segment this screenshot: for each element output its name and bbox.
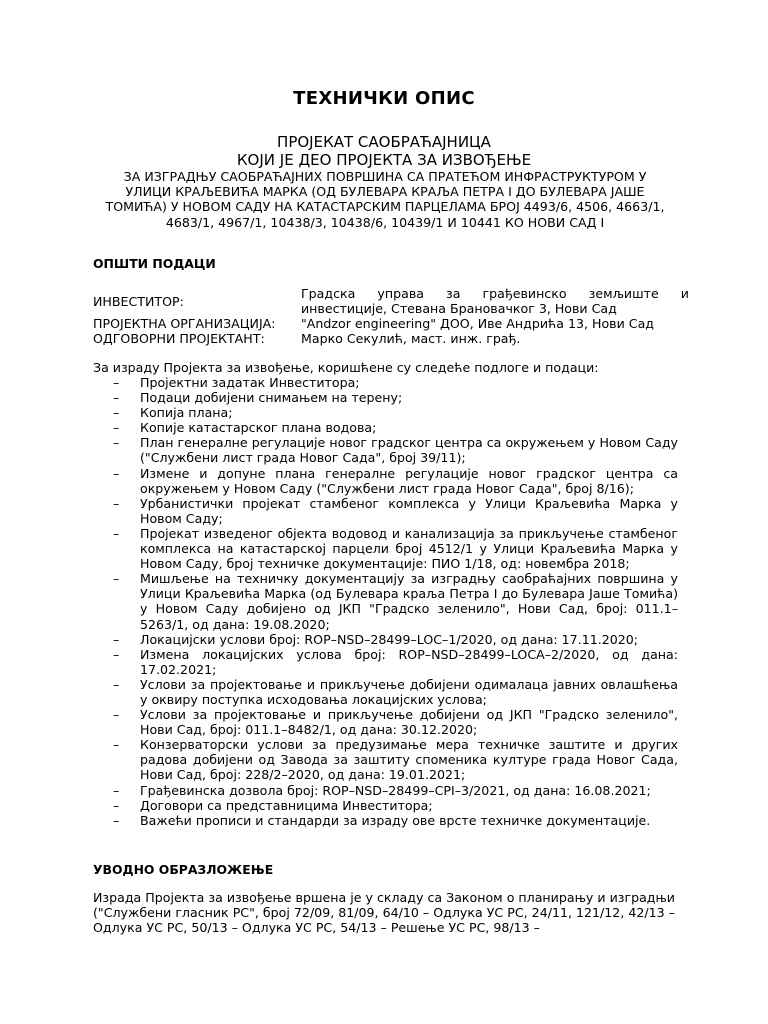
list-item <box>93 798 678 813</box>
bullet-dash: – <box>113 646 120 662</box>
list-item-text: Копије катастарског плана водова; <box>140 420 377 436</box>
bullet-dash: – <box>113 525 120 541</box>
list-item <box>93 707 678 737</box>
list-item <box>93 677 678 707</box>
list-item <box>93 420 678 435</box>
list-item-text: Локацијски услови број: ROP–NSD–28499–LOC–1/2020, од дана: 17.11.2020; <box>140 631 639 647</box>
list-item <box>93 783 678 798</box>
bullet-dash: – <box>113 812 120 828</box>
list-item-text: Копија плана; <box>140 405 233 421</box>
designer-label: ОДГОВОРНИ ПРОЈЕКТАНТ: <box>93 331 265 346</box>
organization-value: "Andzor engineering" ДОО, Иве Андрића 13, Нови Сад <box>301 316 654 331</box>
section-heading-intro: УВОДНО ОБРАЗЛОЖЕЊЕ <box>93 862 274 877</box>
bullet-dash: – <box>113 435 120 451</box>
bullet-dash: – <box>113 420 120 436</box>
organization-label: ПРОЈЕКТНА ОРГАНИЗАЦИЈА: <box>93 316 276 331</box>
list-item <box>93 737 678 782</box>
bullet-dash: – <box>113 631 120 647</box>
list-item <box>93 526 678 571</box>
list-item <box>93 647 678 677</box>
list-item-text: Услови за пројектовање и прикључење добијени од ЈКП "Градско зеленило", Нови Сад, број: 011.1–8482/1, од дана: 30.12.2020; <box>140 707 678 738</box>
bullet-dash: – <box>113 465 120 481</box>
list-item <box>93 435 678 465</box>
list-item <box>93 466 678 496</box>
project-subtitle-part: КОЈИ ЈЕ ДЕО ПРОЈЕКТА ЗА ИЗВОЂЕЊЕ <box>236 151 532 169</box>
bullet-dash: – <box>113 375 120 390</box>
list-item <box>93 390 678 405</box>
bullet-dash: – <box>113 405 120 421</box>
list-item <box>93 632 678 647</box>
intro-paragraph: Израда Пројекта за извођење вршена је у складу са Законом о планирању и изградњи ("Службени гласник РС", број 72/09, 81/09, 64/10 – Одлука УС РС, 24/11, 121/12, 42/13 – Одлука УС РС, 50/13 – Одлука УС РС, 54/13 – Решење УС РС, 98/13 – <box>93 890 675 936</box>
list-item-text: Мишљење на техничку документацију за изградњу саобраћајних површина у Улици Краљевића Марка (од Булевара краља Петра I до Булевара Јаше Томића) у Новом Саду добијено од ЈКП "Градско зеленило", Нови Сад, број: 011.1–5263/1, од дана: 19.08.2020; <box>140 571 678 632</box>
bullet-dash: – <box>113 707 120 723</box>
list-item <box>93 496 678 526</box>
bullet-dash: – <box>113 797 120 813</box>
list-item-text: Измена локацијских услова број: ROP–NSD–28499–LOCA–2/2020, од дана: 17.02.2021; <box>140 646 678 677</box>
list-item-text: Договори са представницима Инвеститора; <box>140 797 433 813</box>
investor-value-line2: инвестиције, Стевана Брановачког 3, Нови Сад <box>301 301 617 316</box>
bullet-dash: – <box>113 495 120 511</box>
list-item-text: Пројектни задатак Инвеститора; <box>140 375 360 390</box>
list-item-text: Грађевинска дозвола број: ROP–NSD–28499–CPI–3/2021, од дана: 16.08.2021; <box>140 782 651 798</box>
list-item-text: Важећи прописи и стандарди за израду ове врсте техничке документације. <box>140 812 651 828</box>
document-title: ТЕХНИЧКИ ОПИС <box>293 88 475 109</box>
project-subtitle: ПРОЈЕКАТ САОБРАЋАЈНИЦА <box>277 133 491 151</box>
section-heading-general: ОПШТИ ПОДАЦИ <box>93 256 216 271</box>
list-item-text: Урбанистички пројекат стамбеног комплекса у Улици Краљевића Марка у Новом Саду; <box>140 495 678 526</box>
bullet-dash: – <box>113 390 120 406</box>
bullet-dash: – <box>113 571 120 587</box>
list-item-text: Конзерваторски услови за предузимање мера техничке заштите и других радова добијени од Завода за заштиту споменика културе града Новог Сада, Нови Сад, број: 228/2–2020, од дана: 19.01.2021; <box>140 737 678 783</box>
bullet-dash: – <box>113 676 120 692</box>
list-item <box>93 813 678 828</box>
designer-value: Марко Секулић, маст. инж. грађ. <box>301 331 521 346</box>
list-item-text: План генералне регулације новог градског центра са окружењем у Новом Саду ("Службени лист града Новог Сада", број 39/11); <box>140 435 678 466</box>
project-scope: ЗА ИЗГРАДЊУ САОБРАЋАЈНИХ ПОВРШИНА СА ПРАТЕЋОМ ИНФРАСТРУКТУРОМ У УЛИЦИ КРАЉЕВИЋА МАРКА (ОД БУЛЕВАРА КРАЉА ПЕТРА I ДО БУЛЕВАРА ЈАШЕ ТОМИЋА) У НОВОМ САДУ НА КАТАСТАРСКИМ ПАРЦЕЛАМА БРОЈ 4493/6, 4506, 4663/1, 4683/1, 4967/1, 10438/3, 10438/6, 10439/1 И 10441 КО НОВИ САД I <box>105 169 665 230</box>
sources-intro: За израду Пројекта за извођење, коришћене су следеће подлоге и подаци: <box>93 360 599 375</box>
investor-label: ИНВЕСТИТОР: <box>93 294 184 309</box>
list-item <box>93 571 678 631</box>
list-item-text: Подаци добијени снимањем на терену; <box>140 390 403 406</box>
sources-list <box>93 375 678 828</box>
list-item-text: Пројекат изведеног објекта водовод и канализација за прикључење стамбеног комплекса на катастарској парцели број 4512/1 у Улици Краљевића Марка у Новом Саду, број техничке документације: ПИО 1/18, од: новембра 2018; <box>140 525 678 572</box>
list-item <box>93 375 678 390</box>
bullet-dash: – <box>113 782 120 798</box>
bullet-dash: – <box>113 737 120 753</box>
list-item-text: Услови за пројектовање и прикључење добијени одималаца јавних овлашћења у оквиру поступка исходовања локацијских услова; <box>140 676 678 707</box>
list-item-text: Измене и допуне плана генералне регулације новог градског центра са окружењем у Новом Саду ("Службени лист града Новог Сада", број 8/16); <box>140 465 678 496</box>
investor-value-line1: Градска управа за грађевинско земљиште и <box>301 286 689 301</box>
list-item <box>93 405 678 420</box>
